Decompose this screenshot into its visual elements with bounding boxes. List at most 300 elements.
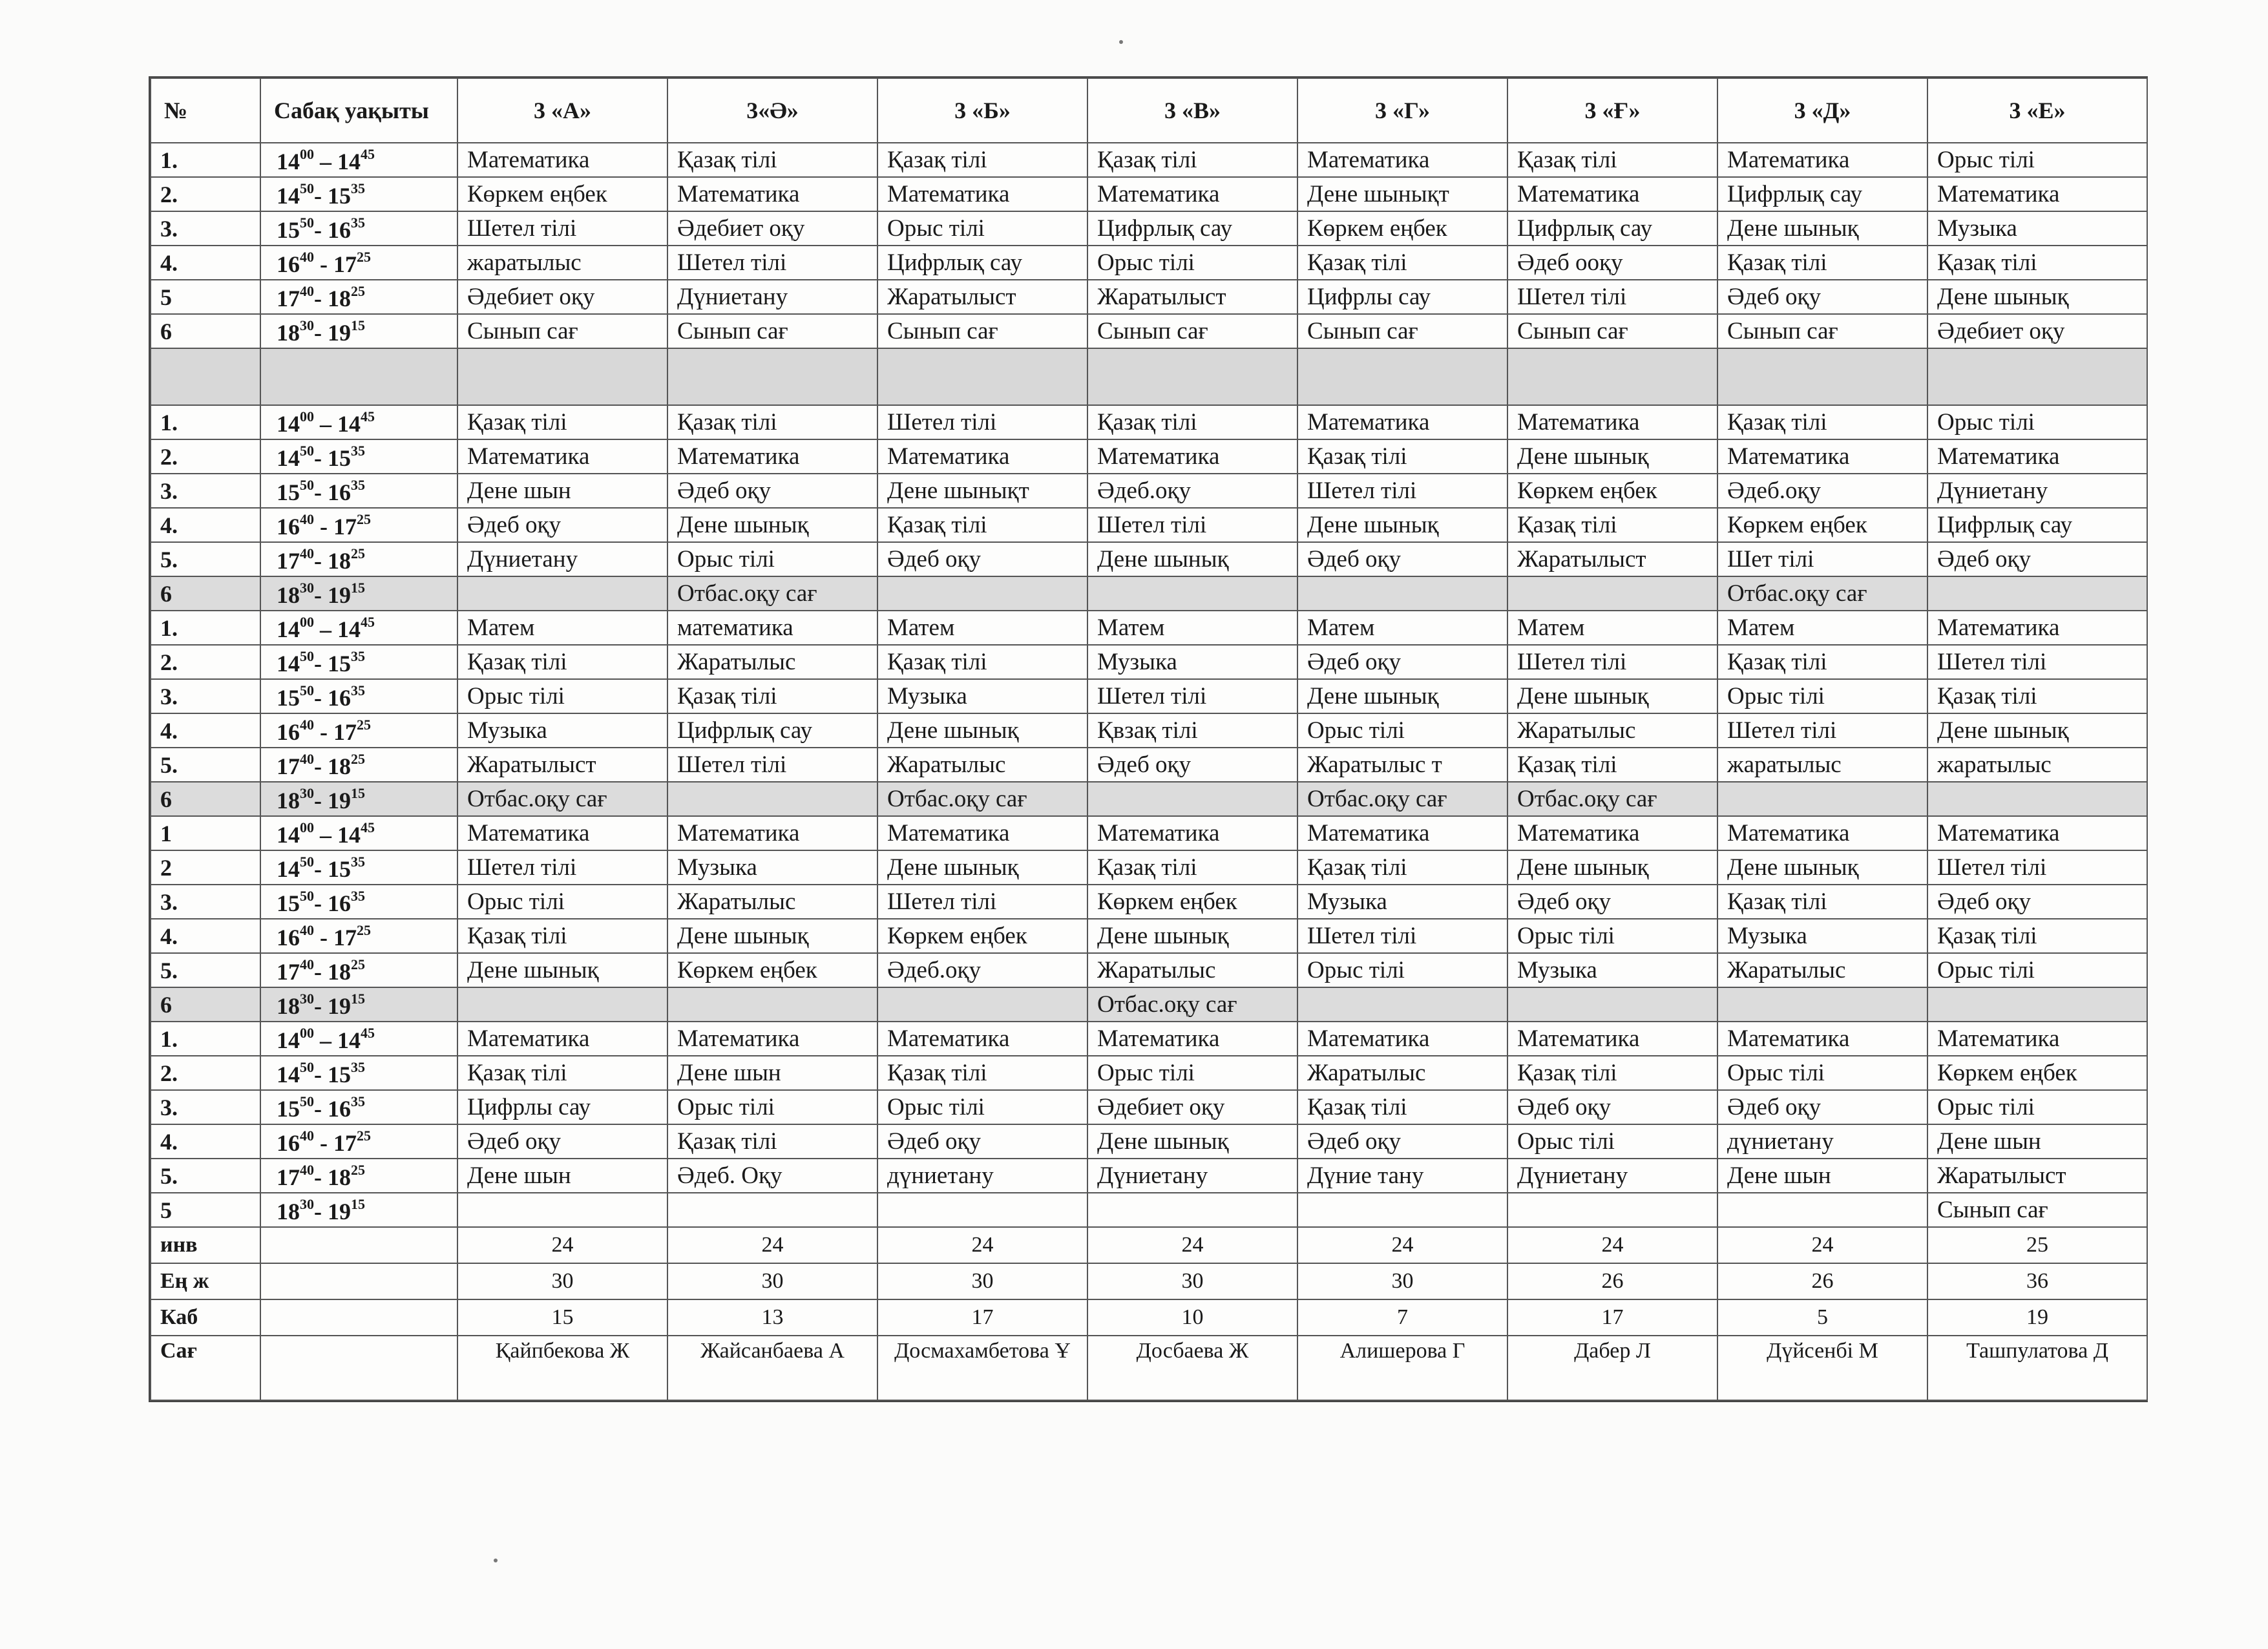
subject-cell: Отбас.оқу сағ xyxy=(457,782,667,816)
header-class-e: 3 «Е» xyxy=(1927,78,2147,143)
subject-cell: Әдеб оқу xyxy=(877,1124,1087,1159)
subject-cell xyxy=(1927,576,2147,611)
subject-cell: Дене шынық xyxy=(1297,679,1507,713)
lesson-number: 4. xyxy=(151,246,260,280)
subject-cell: Математика xyxy=(877,1022,1087,1056)
subject-cell: Жаратылыс xyxy=(1717,953,1927,987)
time-part-t2: 16 xyxy=(328,684,351,711)
time-part-s1: 50 xyxy=(300,180,314,196)
subject-cell: Отбас.оқу сағ xyxy=(1297,782,1507,816)
time-part-dash: - xyxy=(314,445,328,471)
subject-cell: Музыка xyxy=(457,713,667,748)
summary-value: 25 xyxy=(1927,1227,2147,1263)
subject-cell: Цифрлық сау xyxy=(1927,508,2147,542)
time-part-s1: 00 xyxy=(300,408,314,425)
time-part-t2: 17 xyxy=(333,1129,357,1156)
summary-value: 30 xyxy=(667,1263,877,1299)
subject-cell: Көркем еңбек xyxy=(1717,508,1927,542)
lesson-row xyxy=(151,987,2147,1022)
subject-cell: Қазақ тілі xyxy=(1927,919,2147,953)
subject-cell: Әдебиет оқу xyxy=(457,280,667,314)
time-part-dash: - xyxy=(314,958,328,985)
subject-cell xyxy=(457,1193,667,1227)
time-part-s2: 25 xyxy=(351,545,365,562)
time-part-t2: 14 xyxy=(337,410,361,437)
subject-cell: Музыка xyxy=(1927,211,2147,246)
time-part-dash: - xyxy=(314,650,328,677)
subject-cell: Математика xyxy=(1087,1022,1297,1056)
subject-cell: Дене шын xyxy=(667,1056,877,1090)
summary-value: 13 xyxy=(667,1299,877,1336)
subject-cell: Қазақ тілі xyxy=(1507,1056,1717,1090)
lesson-row xyxy=(151,1159,2147,1193)
lesson-row xyxy=(151,713,2147,748)
lesson-row xyxy=(151,645,2147,679)
summary-row xyxy=(151,1299,2147,1336)
lesson-number: 5 xyxy=(151,1193,260,1227)
time-part-t1: 17 xyxy=(277,285,300,311)
subject-cell: Музыка xyxy=(877,679,1087,713)
subject-cell: Дене шынық xyxy=(1927,713,2147,748)
subject-cell xyxy=(877,576,1087,611)
subject-cell: Математика xyxy=(1507,1022,1717,1056)
time-part-t1: 17 xyxy=(277,958,300,985)
lesson-time xyxy=(260,143,457,177)
time-part-t2: 17 xyxy=(333,719,357,745)
subject-cell: Орыс тілі xyxy=(1717,679,1927,713)
time-part-t2: 17 xyxy=(333,924,357,951)
subject-cell: Сынып сағ xyxy=(1087,314,1297,348)
time-part-dash: - xyxy=(314,787,328,814)
lesson-time xyxy=(260,782,457,816)
time-part-dash: - xyxy=(314,1061,328,1087)
subject-cell: Дене шын xyxy=(1717,1159,1927,1193)
lesson-time xyxy=(260,919,457,953)
subject-cell: Шетел тілі xyxy=(1927,645,2147,679)
time-part-s1: 40 xyxy=(300,545,314,562)
subject-cell: Қазақ тілі xyxy=(1297,246,1507,280)
summary-value: 30 xyxy=(1297,1263,1507,1299)
time-part-dash: - xyxy=(314,479,328,505)
time-part-t2: 16 xyxy=(328,216,351,243)
subject-cell: Математика xyxy=(1297,143,1507,177)
subject-cell: Орыс тілі xyxy=(667,542,877,576)
subject-cell xyxy=(1087,1193,1297,1227)
lesson-number: 6 xyxy=(151,782,260,816)
time-part-t1: 14 xyxy=(277,1061,300,1087)
subject-cell: Математика xyxy=(1297,405,1507,439)
time-part-s1: 50 xyxy=(300,214,314,231)
subject-cell: Дүние тану xyxy=(1297,1159,1507,1193)
time-part-t1: 16 xyxy=(277,719,300,745)
lesson-number: 2. xyxy=(151,177,260,211)
subject-cell: Дене шынықт xyxy=(1297,177,1507,211)
time-part-s1: 40 xyxy=(300,921,314,938)
subject-cell: Сынып сағ xyxy=(667,314,877,348)
subject-cell: Дене шын xyxy=(457,1159,667,1193)
schedule-body xyxy=(151,143,2147,1227)
subject-cell: Дүниетану xyxy=(1507,1159,1717,1193)
lesson-row xyxy=(151,1193,2147,1227)
time-part-t1: 18 xyxy=(277,1198,300,1224)
lesson-number: 2. xyxy=(151,645,260,679)
subject-cell: Көркем еңбек xyxy=(457,177,667,211)
summary-value: 26 xyxy=(1507,1263,1717,1299)
summary-value: 7 xyxy=(1297,1299,1507,1336)
time-part-t1: 18 xyxy=(277,582,300,608)
time-part-t2: 17 xyxy=(333,251,357,277)
time-part-dash: - xyxy=(314,1198,328,1224)
subject-cell: Қазақ тілі xyxy=(1297,439,1507,474)
time-part-t1: 14 xyxy=(277,650,300,677)
subject-cell: дүниетану xyxy=(1717,1124,1927,1159)
subject-cell: Орыс тілі xyxy=(1927,143,2147,177)
header-class-d: 3 «Д» xyxy=(1717,78,1927,143)
subject-cell: Қазақ тілі xyxy=(457,919,667,953)
summary-value: 30 xyxy=(457,1263,667,1299)
lesson-row xyxy=(151,542,2147,576)
time-part-s1: 30 xyxy=(300,1195,314,1212)
teachers-empty-cell xyxy=(260,1336,457,1400)
lesson-time xyxy=(260,405,457,439)
time-part-s2: 15 xyxy=(351,317,365,333)
lesson-row xyxy=(151,508,2147,542)
subject-cell: Шет тілі xyxy=(1717,542,1927,576)
teachers-label: Сағ xyxy=(151,1336,260,1400)
subject-cell: Дене шынық xyxy=(1927,280,2147,314)
subject-cell: Жаратылыс xyxy=(877,748,1087,782)
lesson-row xyxy=(151,246,2147,280)
subject-cell: Математика xyxy=(877,439,1087,474)
teacher-name: Ташпулатова Д xyxy=(1927,1336,2147,1400)
lesson-number: 4. xyxy=(151,713,260,748)
subject-cell: Шетел тілі xyxy=(1717,713,1927,748)
lesson-row xyxy=(151,1090,2147,1124)
subject-cell: Қазақ тілі xyxy=(1297,850,1507,885)
subject-cell xyxy=(1927,782,2147,816)
subject-cell: Музыка xyxy=(1297,885,1507,919)
lesson-row xyxy=(151,850,2147,885)
time-part-s1: 40 xyxy=(300,1127,314,1144)
subject-cell: Дене шынық xyxy=(667,508,877,542)
time-part-dash: - xyxy=(314,856,328,882)
time-part-t2: 15 xyxy=(328,1061,351,1087)
time-part-dash: - xyxy=(314,319,328,346)
subject-cell: Қазақ тілі xyxy=(667,1124,877,1159)
lesson-time xyxy=(260,713,457,748)
time-part-dash: – xyxy=(314,1027,337,1053)
lesson-number: 5. xyxy=(151,953,260,987)
summary-value: 30 xyxy=(877,1263,1087,1299)
subject-cell xyxy=(1297,987,1507,1022)
subject-cell: Қазақ тілі xyxy=(1507,748,1717,782)
lesson-time xyxy=(260,953,457,987)
subject-cell: Әдеб оқу xyxy=(1297,645,1507,679)
time-part-s1: 40 xyxy=(300,750,314,767)
time-part-t1: 15 xyxy=(277,216,300,243)
lesson-row xyxy=(151,576,2147,611)
time-part-s1: 50 xyxy=(300,647,314,664)
summary-value: 24 xyxy=(1717,1227,1927,1263)
subject-cell: Қазақ тілі xyxy=(1087,850,1297,885)
subject-cell: Шетел тілі xyxy=(1087,508,1297,542)
subject-cell: Математика xyxy=(1297,816,1507,850)
subject-cell xyxy=(1717,987,1927,1022)
time-part-t1: 15 xyxy=(277,890,300,916)
subject-cell: Жаратылыст xyxy=(877,280,1087,314)
subject-cell: Сынып сағ xyxy=(1927,1193,2147,1227)
subject-cell: Математика xyxy=(877,816,1087,850)
lesson-time xyxy=(260,1022,457,1056)
time-part-t2: 18 xyxy=(328,547,351,574)
time-part-dash: - xyxy=(314,924,333,951)
lesson-number: 6 xyxy=(151,314,260,348)
time-part-s1: 50 xyxy=(300,887,314,904)
subject-cell: Математика xyxy=(1087,177,1297,211)
time-part-dash: - xyxy=(314,890,328,916)
time-part-t2: 16 xyxy=(328,890,351,916)
time-part-s1: 30 xyxy=(300,784,314,801)
subject-cell: Математика xyxy=(457,816,667,850)
time-part-s1: 50 xyxy=(300,1058,314,1075)
subject-cell: Жаратылыс xyxy=(1507,713,1717,748)
time-part-dash: - xyxy=(314,182,328,209)
subject-cell: Орыс тілі xyxy=(1717,1056,1927,1090)
subject-cell xyxy=(1297,576,1507,611)
time-part-s2: 25 xyxy=(351,1161,365,1178)
subject-cell: Дене шынық xyxy=(1507,439,1717,474)
subject-cell: Әдебиет оқу xyxy=(667,211,877,246)
time-part-dash: – xyxy=(314,616,337,642)
time-part-dash: - xyxy=(314,1129,333,1156)
lesson-number: 3. xyxy=(151,211,260,246)
time-part-dash: – xyxy=(314,410,337,437)
subject-cell: Орыс тілі xyxy=(667,1090,877,1124)
subject-cell xyxy=(1087,782,1297,816)
subject-cell: Орыс тілі xyxy=(1087,246,1297,280)
subject-cell: Шетел тілі xyxy=(457,211,667,246)
time-part-s2: 35 xyxy=(351,887,365,904)
subject-cell: Дене шынық xyxy=(1087,542,1297,576)
time-part-t1: 14 xyxy=(277,856,300,882)
time-part-dash: - xyxy=(314,993,328,1019)
lesson-row xyxy=(151,679,2147,713)
summary-value: 10 xyxy=(1087,1299,1297,1336)
header-class-v: 3 «В» xyxy=(1087,78,1297,143)
time-part-s1: 40 xyxy=(300,510,314,527)
summary-label: Каб xyxy=(151,1299,260,1336)
subject-cell: Жаратылыс xyxy=(1087,953,1297,987)
time-part-dash: – xyxy=(314,821,337,848)
subject-cell: Математика xyxy=(667,816,877,850)
time-part-s2: 35 xyxy=(351,1093,365,1109)
subject-cell: Дене шынық xyxy=(1507,850,1717,885)
time-part-t2: 15 xyxy=(328,856,351,882)
subject-cell: Дене шынық xyxy=(1507,679,1717,713)
subject-cell: Цифрлық сау xyxy=(1717,177,1927,211)
lesson-row xyxy=(151,314,2147,348)
subject-cell: Әдебиет оқу xyxy=(1927,314,2147,348)
lesson-row xyxy=(151,953,2147,987)
subject-cell: Әдеб оқу xyxy=(1717,280,1927,314)
lesson-number: 6 xyxy=(151,576,260,611)
subject-cell: Қвзақ тілі xyxy=(1087,713,1297,748)
subject-cell xyxy=(667,348,877,405)
time-part-t2: 19 xyxy=(328,1198,351,1224)
summary-value: 30 xyxy=(1087,1263,1297,1299)
summary-empty-cell xyxy=(260,1227,457,1263)
subject-cell: Отбас.оқу сағ xyxy=(1087,987,1297,1022)
lesson-time xyxy=(260,246,457,280)
lesson-number: 6 xyxy=(151,987,260,1022)
time-part-dash: - xyxy=(314,547,328,574)
lesson-time xyxy=(260,850,457,885)
subject-cell: Дене шынықт xyxy=(877,474,1087,508)
summary-empty-cell xyxy=(260,1299,457,1336)
subject-cell: Дене шын xyxy=(457,474,667,508)
time-part-s2: 45 xyxy=(361,613,375,630)
lesson-row xyxy=(151,816,2147,850)
time-part-t2: 14 xyxy=(337,616,361,642)
header-class-ae: 3«Ә» xyxy=(667,78,877,143)
subject-cell: Музыка xyxy=(1087,645,1297,679)
time-part-s2: 35 xyxy=(351,682,365,698)
lesson-time xyxy=(260,1193,457,1227)
subject-cell xyxy=(667,782,877,816)
time-part-s2: 45 xyxy=(361,819,375,835)
subject-cell: Әдебиет оқу xyxy=(1087,1090,1297,1124)
subject-cell xyxy=(457,576,667,611)
time-part-s2: 45 xyxy=(361,1024,375,1041)
subject-cell xyxy=(457,987,667,1022)
subject-cell: Математика xyxy=(667,1022,877,1056)
time-part-s1: 30 xyxy=(300,579,314,596)
subject-cell: Жаратылыст xyxy=(457,748,667,782)
time-part-t2: 14 xyxy=(337,1027,361,1053)
lesson-time xyxy=(260,576,457,611)
subject-cell: Орыс тілі xyxy=(1927,405,2147,439)
subject-cell: Матем xyxy=(1507,611,1717,645)
schedule-table xyxy=(150,78,2148,1401)
subject-cell: Шетел тілі xyxy=(1297,474,1507,508)
time-part-t2: 15 xyxy=(328,650,351,677)
summary-empty-cell xyxy=(260,1263,457,1299)
lesson-row xyxy=(151,1124,2147,1159)
subject-cell: Әдеб оқу xyxy=(667,474,877,508)
subject-cell: Цифрлы сау xyxy=(1297,280,1507,314)
subject-cell xyxy=(1717,782,1927,816)
header-class-gh: 3 «Ғ» xyxy=(1507,78,1717,143)
subject-cell xyxy=(1507,987,1717,1022)
lesson-row xyxy=(151,611,2147,645)
subject-cell: Жаратылыс xyxy=(1297,1056,1507,1090)
teacher-name: Досбаева Ж xyxy=(1087,1336,1297,1400)
subject-cell: Әдеб оқу xyxy=(877,542,1087,576)
subject-cell xyxy=(667,1193,877,1227)
subject-cell: Музыка xyxy=(1507,953,1717,987)
summary-row xyxy=(151,1227,2147,1263)
header-row xyxy=(151,78,2147,143)
time-part-t1: 14 xyxy=(277,148,300,174)
lesson-number: 1. xyxy=(151,611,260,645)
time-part-s1: 40 xyxy=(300,716,314,733)
lesson-number: 4. xyxy=(151,919,260,953)
lesson-number: 1. xyxy=(151,1022,260,1056)
subject-cell: Әдеб оқу xyxy=(1087,748,1297,782)
time-part-s2: 35 xyxy=(351,214,365,231)
time-part-dash: - xyxy=(314,582,328,608)
subject-cell: Қазақ тілі xyxy=(457,405,667,439)
time-part-s2: 35 xyxy=(351,442,365,459)
lesson-time xyxy=(260,1124,457,1159)
time-part-s2: 25 xyxy=(357,248,371,265)
summary-value: 17 xyxy=(1507,1299,1717,1336)
subject-cell: Көркем еңбек xyxy=(667,953,877,987)
subject-cell: Математика xyxy=(1507,177,1717,211)
time-part-dash: – xyxy=(314,148,337,174)
subject-cell: Математика xyxy=(1927,439,2147,474)
header-num: № xyxy=(151,78,260,143)
lesson-row xyxy=(151,1022,2147,1056)
subject-cell: Дүниетану xyxy=(667,280,877,314)
subject-cell: Матем xyxy=(1297,611,1507,645)
subject-cell: Қазақ тілі xyxy=(1507,143,1717,177)
time-part-dash: - xyxy=(314,753,328,779)
subject-cell: дүниетану xyxy=(877,1159,1087,1193)
subject-cell: Дене шынық xyxy=(1717,850,1927,885)
time-part-dash: - xyxy=(314,1164,328,1190)
subject-cell: Қазақ тілі xyxy=(1717,885,1927,919)
time-part-t1: 16 xyxy=(277,1129,300,1156)
subject-cell: Математика xyxy=(457,439,667,474)
lesson-number: 4. xyxy=(151,508,260,542)
time-part-s2: 25 xyxy=(357,510,371,527)
time-part-t1: 15 xyxy=(277,1095,300,1122)
lesson-number: 3. xyxy=(151,885,260,919)
summary-label: инв xyxy=(151,1227,260,1263)
subject-cell: Көркем еңбек xyxy=(1507,474,1717,508)
time-part-t2: 18 xyxy=(328,753,351,779)
subject-cell: Орыс тілі xyxy=(1297,713,1507,748)
lesson-number: 5. xyxy=(151,542,260,576)
lesson-row xyxy=(151,474,2147,508)
time-part-t1: 17 xyxy=(277,753,300,779)
subject-cell: жаратылыс xyxy=(457,246,667,280)
subject-cell xyxy=(1717,348,1927,405)
lesson-number xyxy=(151,348,260,405)
time-part-s1: 30 xyxy=(300,990,314,1007)
subject-cell: Музыка xyxy=(1717,919,1927,953)
subject-cell: Көркем еңбек xyxy=(877,919,1087,953)
subject-cell: Әдеб оқу xyxy=(1927,885,2147,919)
time-part-t1: 14 xyxy=(277,1027,300,1053)
subject-cell: Дене шынық xyxy=(877,850,1087,885)
subject-cell xyxy=(1297,1193,1507,1227)
lesson-number: 3. xyxy=(151,474,260,508)
subject-cell: Дүниетану xyxy=(1087,1159,1297,1193)
subject-cell: Орыс тілі xyxy=(1507,919,1717,953)
subject-cell: Қазақ тілі xyxy=(1927,679,2147,713)
header-class-b: 3 «Б» xyxy=(877,78,1087,143)
time-part-t1: 16 xyxy=(277,513,300,540)
lesson-time xyxy=(260,1159,457,1193)
subject-cell: математика xyxy=(667,611,877,645)
subject-cell: Цифрлық сау xyxy=(1507,211,1717,246)
subject-cell: Математика xyxy=(1927,611,2147,645)
subject-cell xyxy=(667,987,877,1022)
subject-cell: Математика xyxy=(457,1022,667,1056)
subject-cell: Дене шынық xyxy=(667,919,877,953)
